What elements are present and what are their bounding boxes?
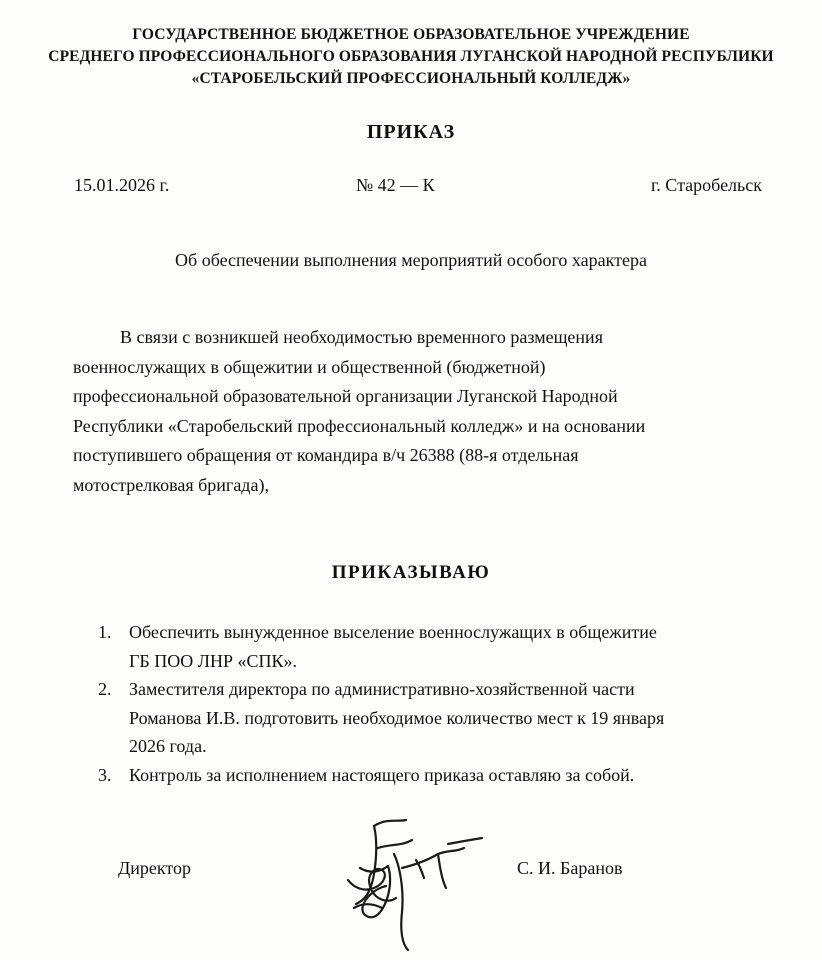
document-title: ПРИКАЗ [366, 121, 456, 143]
item-line: Заместителя директора по административно-хозяйственной части [129, 679, 635, 699]
decree-item [98, 675, 778, 761]
institution-header [0, 24, 822, 90]
signatory-name: С. И. Баранов [517, 858, 623, 878]
header-line-3: «СТАРОБЕЛЬСКИЙ ПРОФЕССИОНАЛЬНЫЙ КОЛЛЕДЖ» [191, 70, 631, 87]
document-city: г. Старобельск [650, 175, 762, 195]
item-line: Обеспечить вынужденное выселение военнослужащих в общежитие [129, 622, 657, 642]
header-line-1: ГОСУДАРСТВЕННОЕ БЮДЖЕТНОЕ ОБРАЗОВАТЕЛЬНОЕ УЧРЕЖДЕНИЕ [132, 26, 690, 43]
decree-items [98, 618, 778, 789]
document-subject: Об обеспечении выполнения мероприятий особого характера [175, 250, 647, 270]
document-meta [74, 175, 762, 199]
item-number: 3. [98, 764, 112, 785]
preamble [73, 323, 773, 500]
preamble-line: профессиональной образовательной организации Луганской Народной [73, 386, 618, 406]
decree-item [98, 618, 778, 675]
decree-heading: ПРИКАЗЫВАЮ [331, 562, 491, 583]
item-line: Романова И.В. подготовить необходимое количество мест к 19 января [129, 707, 665, 728]
preamble-line: поступившего обращения от командира в/ч 26388 (88-я отдельная [73, 445, 579, 465]
signatory-position: Директор [118, 858, 192, 878]
item-number: 2. [98, 679, 112, 699]
decree-item [98, 761, 778, 790]
handwritten-signature [330, 808, 510, 958]
item-line: Контроль за исполнением настоящего приказа оставляю за собой. [129, 764, 635, 785]
item-number: 1. [98, 622, 112, 642]
preamble-line: В связи с возникшей необходимостью временного размещения [120, 327, 603, 347]
header-line-2: СРЕДНЕГО ПРОФЕССИОНАЛЬНОГО ОБРАЗОВАНИЯ ЛУГАНСКОЙ НАРОДНОЙ РЕСПУБЛИКИ [48, 48, 774, 65]
document-date: 15.01.2026 г. [74, 175, 170, 195]
preamble-line: Республики «Старобельский профессиональный колледж» и на основании [73, 415, 646, 436]
document-number: № 42 — К [356, 175, 435, 195]
preamble-line: мотострелковая бригада), [73, 474, 269, 495]
preamble-line: военнослужащих в общежитии и общественной (бюджетной) [73, 356, 546, 377]
item-line: ГБ ПОО ЛНР «СПК». [129, 650, 297, 671]
item-line: 2026 года. [129, 736, 207, 756]
